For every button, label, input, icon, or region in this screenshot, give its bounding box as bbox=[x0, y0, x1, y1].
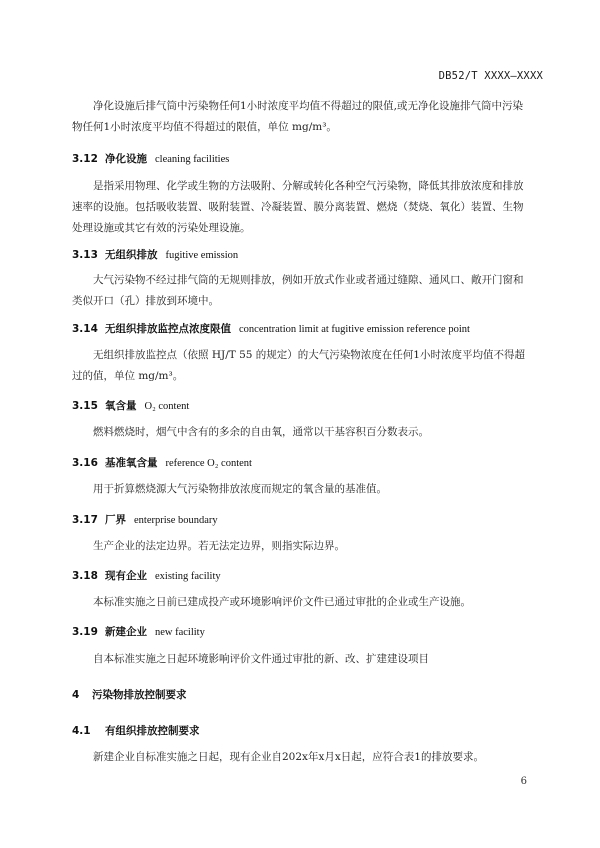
section-heading bbox=[72, 687, 187, 702]
term-title-en: O₂ content bbox=[144, 401, 190, 412]
intro-paragraph: 净化设施后排气筒中污染物任何1小时浓度平均值不得超过的限值,或无净化设施排气筒中污染物任何1小时浓度平均值不得超过的限值，单位 mg/m³。 bbox=[72, 100, 524, 133]
term-heading bbox=[72, 455, 252, 472]
term-title-zh: 新建企业 bbox=[105, 626, 147, 638]
term-number: 3.18 bbox=[72, 570, 98, 582]
term-heading bbox=[72, 624, 205, 641]
subsection-number: 4.1 bbox=[72, 725, 91, 737]
term-definition: 燃料燃烧时，烟气中含有的多余的自由氧，通常以干基容积百分数表示。 bbox=[93, 426, 429, 438]
term-number: 3.16 bbox=[72, 457, 98, 469]
term-heading bbox=[72, 151, 229, 168]
term-heading bbox=[72, 321, 470, 338]
subsection-title: 有组织排放控制要求 bbox=[105, 725, 200, 737]
term-heading bbox=[72, 512, 218, 529]
term-heading bbox=[72, 247, 238, 264]
term-number: 3.12 bbox=[72, 153, 98, 165]
term-definition: 大气污染物不经过排气筒的无规则排放，例如开放式作业或者通过缝隙、通风口、敞开门窗和类似开口（孔）排放到环境中。 bbox=[72, 274, 524, 307]
term-title-zh: 净化设施 bbox=[105, 153, 147, 165]
subsection-heading bbox=[72, 723, 200, 738]
term-number: 3.15 bbox=[72, 400, 98, 412]
term-number: 3.14 bbox=[72, 323, 98, 335]
term-title-zh: 现有企业 bbox=[105, 570, 147, 582]
subsection-paragraph: 新建企业自标准实施之日起，现有企业自202x年x月x日起，应符合表1的排放要求。 bbox=[93, 751, 484, 763]
term-number: 3.17 bbox=[72, 514, 98, 526]
term-heading bbox=[72, 568, 221, 585]
term-title-en: reference O₂ content bbox=[165, 458, 252, 469]
term-title-en: cleaning facilities bbox=[155, 154, 230, 165]
term-definition: 用于折算燃烧源大气污染物排放浓度而规定的氧含量的基准值。 bbox=[93, 483, 387, 495]
term-definition: 生产企业的法定边界。若无法定边界，则指实际边界。 bbox=[93, 540, 345, 552]
section-title: 污染物排放控制要求 bbox=[92, 689, 187, 701]
term-title-zh: 基准氧含量 bbox=[105, 457, 158, 469]
term-definition: 自本标准实施之日起环境影响评价文件通过审批的新、改、扩建建设项目 bbox=[93, 653, 429, 665]
term-definition: 本标准实施之日前已建成投产或环境影响评价文件已通过审批的企业或生产设施。 bbox=[93, 596, 471, 608]
term-title-en: enterprise boundary bbox=[134, 515, 218, 526]
term-title-zh: 无组织排放监控点浓度限值 bbox=[105, 323, 231, 335]
section-number: 4 bbox=[72, 689, 80, 701]
term-title-zh: 厂界 bbox=[105, 514, 126, 526]
term-title-en: fugitive emission bbox=[165, 250, 239, 261]
term-title-zh: 无组织排放 bbox=[105, 249, 158, 261]
term-definition: 是指采用物理、化学或生物的方法吸附、分解或转化各种空气污染物，降低其排放浓度和排放速率的设施。包括吸收装置、吸附装置、冷凝装置、膜分离装置、燃烧（焚烧、氧化）装置、生物处理设施或其它有效的污染处理设施。 bbox=[72, 180, 524, 234]
term-number: 3.13 bbox=[72, 249, 98, 261]
term-title-en: existing facility bbox=[155, 571, 221, 582]
term-number: 3.19 bbox=[72, 626, 98, 638]
term-heading bbox=[72, 398, 189, 415]
term-title-zh: 氧含量 bbox=[105, 400, 137, 412]
term-title-en: concentration limit at fugitive emission reference point bbox=[239, 324, 470, 335]
document-code: DB52/T XXXX—XXXX bbox=[438, 70, 543, 82]
page-number: 6 bbox=[520, 776, 527, 787]
term-title-en: new facility bbox=[155, 627, 205, 638]
term-definition: 无组织排放监控点（依照 HJ/T 55 的规定）的大气污染物浓度在任何1小时浓度平均值不得超过的值，单位 mg/m³。 bbox=[72, 349, 525, 382]
